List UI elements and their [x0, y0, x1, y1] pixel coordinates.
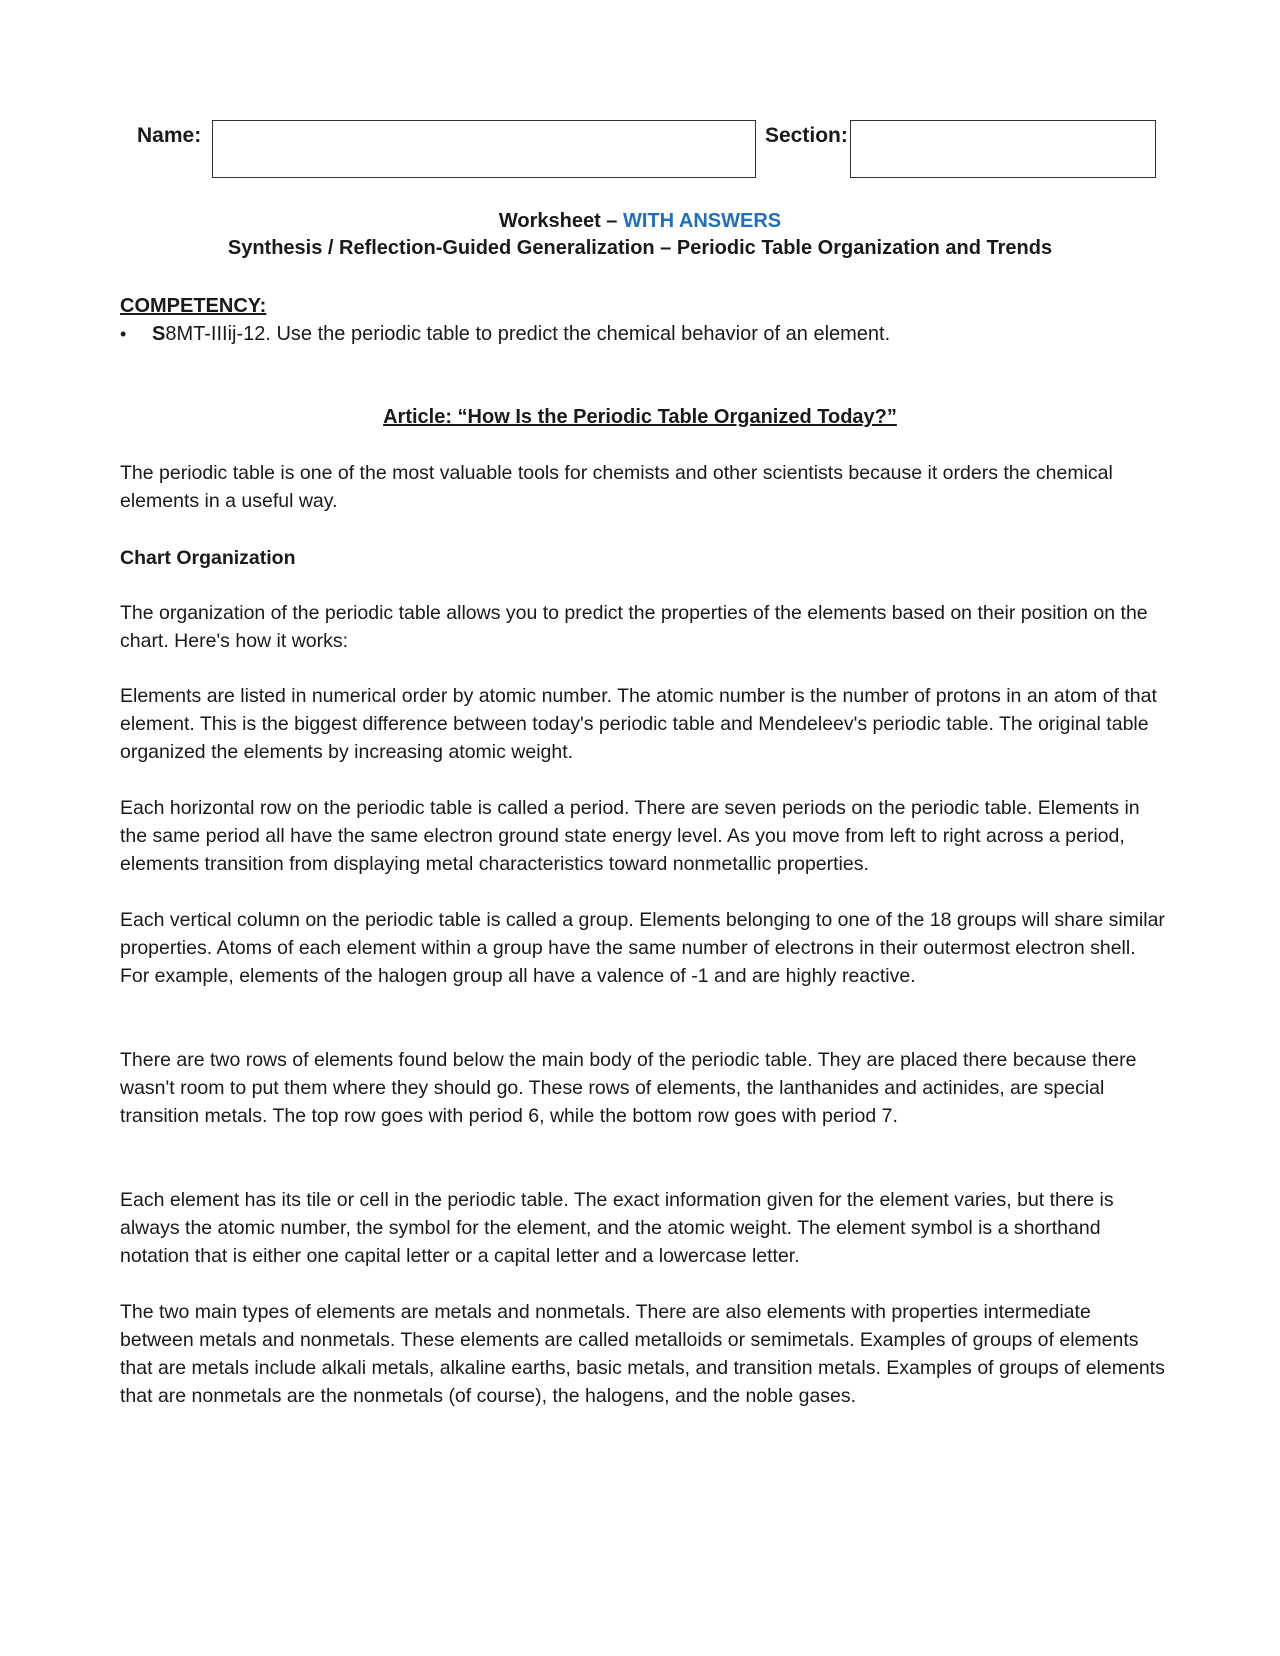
paragraph: Each element has its tile or cell in the periodic table. The exact information given for the element varies, but there is always the atomic number, the symbol for the element, and the atomic weight. The element symbol is a shorthand notation that is either one capital letter or a capital letter and a lowercase letter. — [120, 1189, 1114, 1267]
paragraph: There are two rows of elements found below the main body of the periodic table. They are placed there because there wasn't room to put them where they should go. These rows of elements, the lanthanides and actinides, are special transition metals. The top row goes with period 6, while the bottom row goes with period 7. — [120, 1049, 1137, 1127]
bullet-icon: • — [120, 324, 127, 344]
competency-heading: COMPETENCY: — [120, 295, 267, 317]
paragraph: Each horizontal row on the periodic table is called a period. There are seven periods on the periodic table. Elements in the same period all have the same electron ground state energy level. As you move from left to right across a period, elements transition from displaying metal characteristics toward nonmetallic properties. — [120, 797, 1140, 875]
section-label: Section: — [765, 124, 848, 147]
title-prefix: Worksheet – — [498, 210, 623, 232]
paragraph: The two main types of elements are metals and nonmetals. There are also elements with properties intermediate between metals and nonmetals. These elements are called metalloids or semimetals. Examples of groups of elements that are metals include alkali metals, alkaline earths, basic metals, and transition metals. Examples of groups of elements that are nonmetals are the nonmetals (of course), the halogens, and the noble gases. — [120, 1301, 1165, 1407]
article-intro: The periodic table is one of the most valuable tools for chemists and other scientists because it orders the chemical elements in a useful way. — [120, 462, 1113, 512]
with-answers-label: WITH ANSWERS — [622, 210, 782, 232]
article-title: Article: “How Is the Periodic Table Organized Today?” — [383, 406, 897, 428]
paragraph: Each vertical column on the periodic table is called a group. Elements belonging to one of the 18 groups will share similar properties. Atoms of each element within a group have the same number of electrons in their outermost electron shell. For example, elements of the halogen group all have a valence of -1 and are highly reactive. — [120, 909, 1165, 987]
competency-code-letter: S — [152, 323, 166, 345]
worksheet-subtitle: Synthesis / Reflection-Guided Generalization – Periodic Table Organization and Trends — [227, 237, 1053, 259]
paragraph: The organization of the periodic table allows you to predict the properties of the elements based on their position on the chart. Here's how it works: — [120, 602, 1148, 652]
name-label: Name: — [137, 124, 202, 147]
name-field[interactable] — [212, 120, 756, 178]
competency-item — [120, 320, 1170, 348]
worksheet-title — [0, 209, 1280, 233]
paragraph: Elements are listed in numerical order by atomic number. The atomic number is the number of protons in an atom of that element. This is the biggest difference between today's periodic table and Mendeleev's periodic table. The original table organized the elements by increasing atomic weight. — [120, 685, 1157, 763]
section-heading: Chart Organization — [120, 547, 296, 569]
section-field[interactable] — [850, 120, 1156, 178]
competency-text — [152, 320, 890, 348]
competency-code-rest: 8MT-IIIij-12. Use the periodic table to predict the chemical behavior of an element. — [165, 323, 891, 345]
